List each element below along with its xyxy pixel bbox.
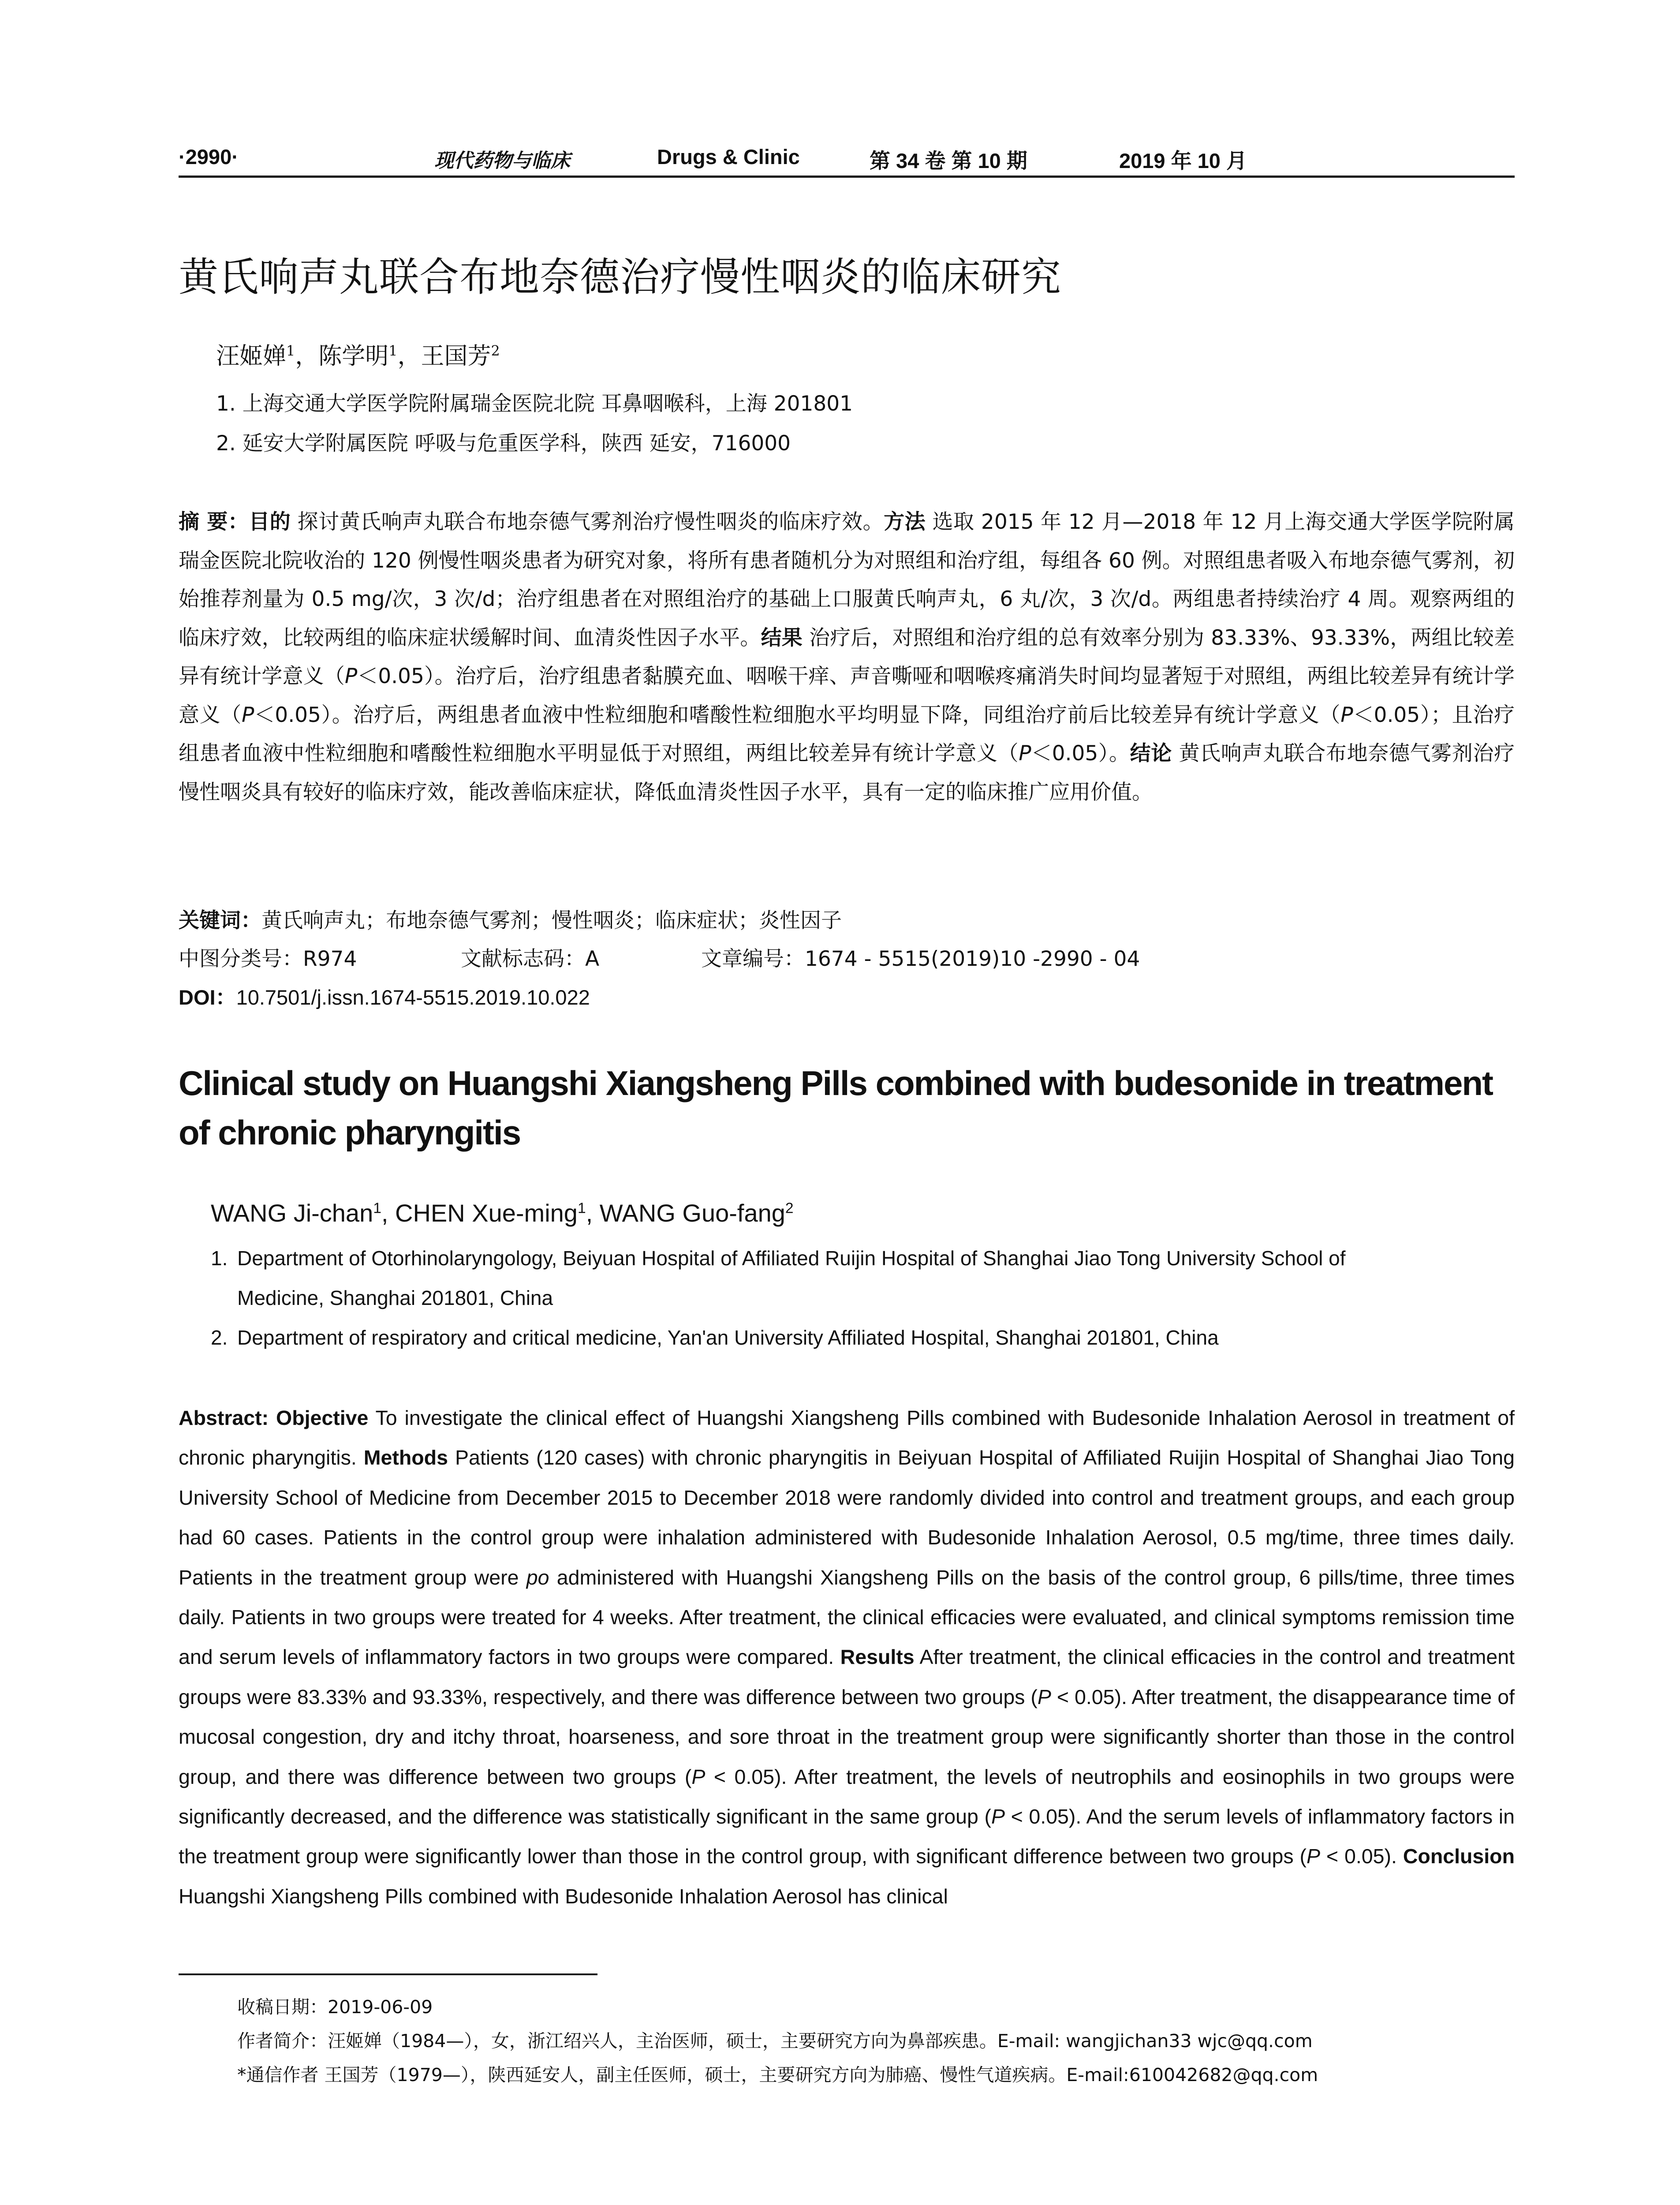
author-name: ，王国芳: [397, 343, 491, 370]
results-text: ＜0.05）。: [1031, 741, 1130, 766]
results-label: 结果: [761, 625, 803, 650]
footnote-rule: [179, 1973, 597, 1975]
volume-issue: 第 34 卷 第 10 期: [870, 149, 1027, 172]
p-value: P: [1306, 1845, 1320, 1868]
conclusion-text: Huangshi Xiangsheng Pills combined with Budesonide Inhalation Aerosol has clinical: [179, 1884, 948, 1908]
journal-name-en: Drugs & Clinic: [657, 145, 800, 168]
results-text: ＜0.05）。治疗后，两组患者血液中性粒细胞和嗜酸性粒细胞水平均明显下降，同组治疗前后比较差异有统计学意义（: [254, 703, 1341, 727]
clc-number: 中图分类号：R974: [179, 947, 357, 971]
affiliation-text: Department of respiratory and critical medicine, Yan'an University Affiliated Hospital, Shanghai 201801, China: [237, 1326, 1219, 1349]
footnote-received: 收稿日期：2019-06-09: [237, 1996, 433, 2018]
article-number: 文章编号：1674 - 5515(2019)10 -2990 - 04: [701, 947, 1140, 971]
keywords-text: 黄氏响声丸；布地奈德气雾剂；慢性咽炎；临床症状；炎性因子: [261, 908, 842, 933]
author-sup: 1: [286, 343, 295, 359]
doi-label: DOI：: [179, 986, 236, 1009]
doi-value[interactable]: 10.7501/j.issn.1674-5515.2019.10.022: [236, 986, 590, 1009]
authors-cn: [216, 337, 500, 371]
affiliation-text: Department of Otorhinolaryngology, Beiyuan Hospital of Affiliated Ruijin Hospital of Shanghai Jiao Tong University School of: [237, 1247, 1346, 1270]
issue-date: 2019 年 10 月: [1119, 149, 1247, 172]
results-text: < 0.05). After treatment, the disappearance time of mucosal congestion, dry and itchy throat, hoarseness, and sore throat in the treatment group were significantly shorter than those in the control group, and there was difference between two groups (: [179, 1685, 1515, 1788]
p-value: P: [344, 664, 358, 688]
objective-label: Abstract: Objective: [179, 1406, 369, 1429]
header-rule: [179, 176, 1515, 178]
affiliation-cn: 1. 上海交通大学医学院附属瑞金医院北院 耳鼻咽喉科，上海 201801: [216, 392, 853, 416]
abstract-en: [179, 1398, 1515, 1916]
author-sup: 2: [491, 343, 500, 359]
p-value: P: [241, 703, 254, 727]
objective-label: 目的: [249, 510, 291, 534]
author-name: , CHEN Xue-ming: [381, 1199, 578, 1227]
p-value: P: [691, 1765, 706, 1788]
results-text: After treatment, the clinical efficacies in the control and treatment groups were 83.33% and 93.33%, respectively, and there was difference between two groups (: [179, 1645, 1515, 1708]
methods-text: administered with Huangshi Xiangsheng Pills on the basis of the control group, 6 pills/time, three times daily. Patients in two groups were treated for 4 weeks. After treatment, the clinical efficacies were evaluated, and clinical symptoms remission time and serum levels of inflammatory factors in two groups were compared.: [179, 1566, 1515, 1669]
results-text: ＜0.05）。治疗后，治疗组患者黏膜充血、咽喉干痒、声音嘶哑和咽喉疼痛消失时间均显著短于对照组，两组比较差异有统计学意义（: [179, 664, 1515, 727]
methods-text: Patients (120 cases) with chronic pharyngitis in Beiyuan Hospital of Affiliated Ruijin Hospital of Shanghai Jiao Tong University School of Medicine from December 2015 to December 2018 were randomly divided into control and treatment groups, and each group had 60 cases. Patients in the control group were inhalation administered with Budesonide Inhalation Aerosol, 0.5 mg/time, three times daily. Patients in the treatment group were: [179, 1446, 1515, 1589]
title-cn: 黄氏响声丸联合布地奈德治疗慢性咽炎的临床研究: [179, 254, 1061, 300]
journal-name-cn: 现代药物与临床: [434, 149, 570, 172]
p-value: P: [1019, 741, 1031, 766]
po-abbrev: po: [526, 1566, 549, 1589]
authors-en: [211, 1199, 794, 1227]
footnote-corresponding: *通信作者 王国芳（1979—），陕西延安人，副主任医师，硕士，主要研究方向为肺癌、慢性气道疾病。E-mail:610042682@qq.com: [237, 2064, 1318, 2085]
affiliation-en: [211, 1318, 1516, 1357]
methods-text: 选取 2015 年 12 月—2018 年 12 月上海交通大学医学院附属瑞金医院北院收治的 120 例慢性咽炎患者为研究对象，将所有患者随机分为对照组和治疗组，每组各 60 例。对照组患者吸入布地奈德气雾剂，初始推荐剂量为 0.5 mg/次，3 次/d；治疗组患者在对照组治疗的基础上口服黄氏响声丸，6 丸/次，3 次/d。两组患者持续治疗 4 周。观察两组的临床疗效，比较两组的临床症状缓解时间、血清炎性因子水平。: [179, 510, 1515, 650]
conclusion-text: 黄氏响声丸联合布地奈德气雾剂治疗慢性咽炎具有较好的临床疗效，能改善临床症状，降低血清炎性因子水平，具有一定的临床推广应用价值。: [179, 741, 1515, 804]
author-name: 汪姬婵: [216, 343, 286, 370]
results-text: < 0.05).: [1320, 1845, 1403, 1868]
doi-line: [179, 981, 590, 1011]
keywords-cn: [179, 904, 842, 934]
title-en: Clinical study on Huangshi Xiangsheng Pills combined with budesonide in treatment of chronic pharyngitis: [179, 1064, 1493, 1152]
author-name: ，陈学明: [295, 343, 389, 370]
page-number: ·2990·: [179, 145, 239, 168]
abstract-label: 摘 要：: [179, 510, 249, 534]
affiliation-en: [211, 1238, 1516, 1318]
methods-label: 方法: [884, 510, 926, 534]
author-name: , WANG Guo-fang: [586, 1199, 785, 1227]
results-label: Results: [840, 1645, 915, 1669]
affiliation-text: Medicine, Shanghai 201801, China: [237, 1286, 553, 1309]
objective-text: To investigate the clinical effect of Huangshi Xiangsheng Pills combined with Budesonide Inhalation Aerosol in treatment of chronic pharyngitis.: [179, 1406, 1515, 1469]
conclusion-label: 结论: [1130, 741, 1172, 766]
results-text: ＜0.05）；且治疗组患者血液中性粒细胞和嗜酸性粒细胞水平明显低于对照组，两组比较差异有统计学意义（: [179, 703, 1515, 766]
p-value: P: [1340, 703, 1353, 727]
author-sup: 1: [577, 1200, 586, 1217]
document-code: 文献标志码：A: [461, 947, 600, 971]
author-sup: 1: [388, 343, 398, 359]
p-value: P: [991, 1805, 1005, 1828]
keywords-label: 关键词：: [179, 908, 261, 933]
methods-label: Methods: [363, 1446, 448, 1469]
running-header: [179, 140, 1515, 176]
affiliation-number: 1.: [211, 1247, 228, 1270]
author-sup: 2: [785, 1200, 794, 1217]
author-sup: 1: [373, 1200, 381, 1217]
affiliation-number: 2.: [211, 1326, 228, 1349]
abstract-cn: [179, 503, 1515, 811]
affiliation-cn: 2. 延安大学附属医院 呼吸与危重医学科，陕西 延安，716000: [216, 431, 791, 456]
p-value: P: [1037, 1685, 1051, 1708]
results-text: 治疗后，对照组和治疗组的总有效率分别为 83.33%、93.33%，两组比较差异有统计学意义（: [179, 625, 1515, 688]
author-name: WANG Ji-chan: [211, 1199, 373, 1227]
conclusion-label: Conclusion: [1403, 1845, 1515, 1868]
results-text: < 0.05). After treatment, the levels of neutrophils and eosinophils in two groups were significantly decreased, and the difference was statistically significant in the same group (: [179, 1765, 1515, 1828]
objective-text: 探讨黄氏响声丸联合布地奈德气雾剂治疗慢性咽炎的临床疗效。: [291, 510, 884, 534]
footnote-author-bio: 作者简介：汪姬婵（1984—），女，浙江绍兴人，主治医师，硕士，主要研究方向为鼻部疾患。E-mail: wangjichan33 wjc@qq.com: [237, 2030, 1313, 2052]
results-text: < 0.05). And the serum levels of inflammatory factors in the treatment group were significantly lower than those in the control group, with significant difference between two groups (: [179, 1805, 1515, 1868]
